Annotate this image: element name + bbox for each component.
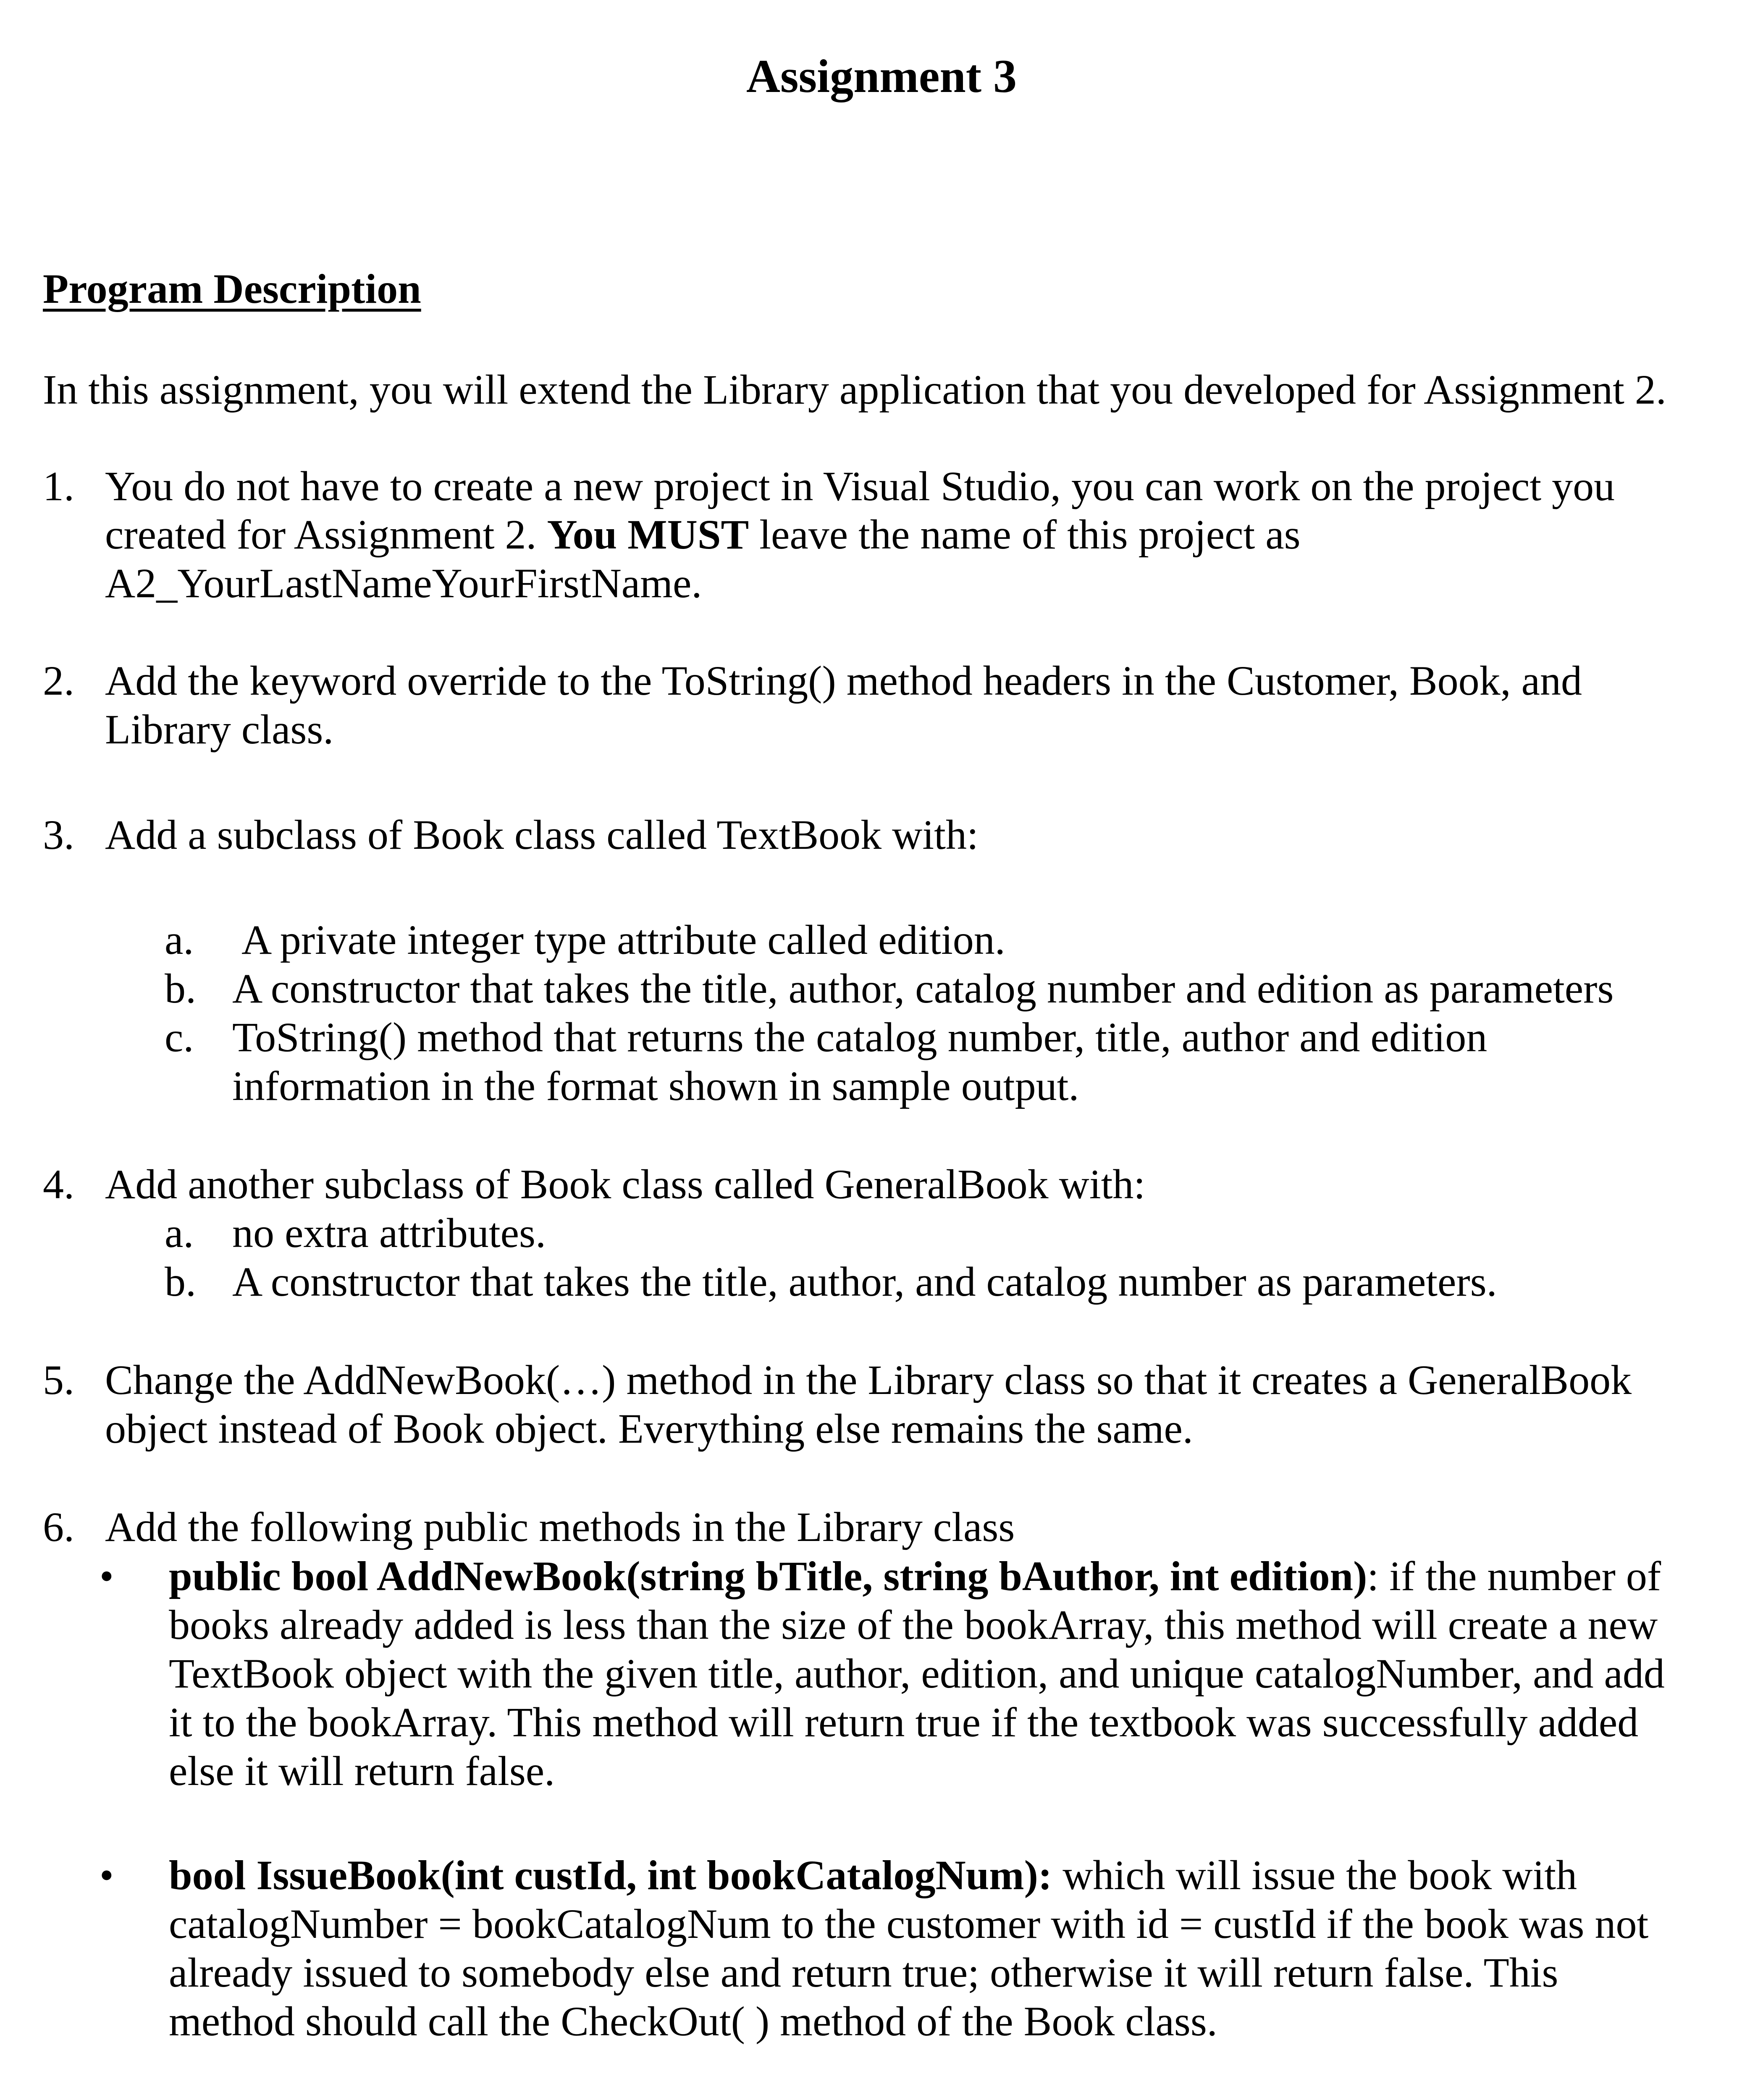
item-number: 6. xyxy=(43,1504,74,1550)
item-1-text: created for Assignment 2. xyxy=(105,511,547,558)
sub-item-4b: A constructor that takes the title, author, and catalog number as parameters. xyxy=(232,1258,1497,1305)
item-5-line-1: Change the AddNewBook(…) method in the Library class so that it creates a GeneralBook xyxy=(105,1357,1632,1403)
bullet-1-line-4: it to the bookArray. This method will return true if the textbook was successfully added xyxy=(169,1699,1639,1746)
sub-item-letter: b. xyxy=(165,965,196,1012)
method-signature: bool IssueBook(int custId, int bookCatalogNum): xyxy=(169,1852,1052,1898)
item-number: 5. xyxy=(43,1357,74,1403)
item-number: 3. xyxy=(43,811,74,858)
bullet-1-line-1 xyxy=(169,1552,1697,1601)
bullet-2-line-3: already issued to somebody else and return true; otherwise it will return false. This xyxy=(169,1949,1558,1996)
item-2-line-2: Library class. xyxy=(105,706,334,753)
sub-item-3a: A private integer type attribute called edition. xyxy=(241,916,1005,963)
item-2-line-1: Add the keyword override to the ToString() method headers in the Customer, Book, and xyxy=(105,657,1582,704)
method-signature: public bool AddNewBook(string bTitle, string bAuthor, int edition) xyxy=(169,1553,1367,1599)
item-1-line-2 xyxy=(105,510,1709,559)
item-1-text-rest: leave the name of this project as xyxy=(749,511,1301,558)
item-3-line-1: Add a subclass of Book class called TextBook with: xyxy=(105,811,979,858)
intro-paragraph: In this assignment, you will extend the Library application that you developed for Assignment 2. xyxy=(43,366,1666,413)
item-1-line-1: You do not have to create a new project in Visual Studio, you can work on the project you xyxy=(105,463,1615,509)
page-title: Assignment 3 xyxy=(746,50,1017,102)
item-number: 2. xyxy=(43,657,74,704)
bullet-icon: • xyxy=(100,1853,114,1898)
method-description: : if the number of xyxy=(1367,1553,1661,1599)
sub-item-letter: b. xyxy=(165,1258,196,1305)
sub-item-4a: no extra attributes. xyxy=(232,1210,546,1256)
sub-item-3b: A constructor that takes the title, author, catalog number and edition as parameters xyxy=(232,965,1614,1012)
item-number: 4. xyxy=(43,1161,74,1208)
bullet-1-line-2: books already added is less than the size of the bookArray, this method will create a new xyxy=(169,1601,1658,1648)
sub-item-letter: a. xyxy=(165,916,194,963)
bullet-2-line-1 xyxy=(169,1851,1697,1900)
item-4-line-1: Add another subclass of Book class called GeneralBook with: xyxy=(105,1161,1146,1208)
bullet-2-line-4: method should call the CheckOut( ) method of the Book class. xyxy=(169,1998,1217,2045)
sub-item-letter: a. xyxy=(165,1210,194,1256)
method-description: which will issue the book with xyxy=(1052,1852,1577,1898)
item-1-line-3: A2_YourLastNameYourFirstName. xyxy=(105,560,702,606)
sub-item-letter: c. xyxy=(165,1014,194,1060)
section-heading: Program Description xyxy=(43,265,421,312)
bullet-icon: • xyxy=(100,1554,114,1599)
item-6-line-1: Add the following public methods in the Library class xyxy=(105,1504,1015,1550)
bullet-1-line-5: else it will return false. xyxy=(169,1748,555,1794)
item-1-emphasis: You MUST xyxy=(547,511,749,558)
sub-item-3c-line-2: information in the format shown in sample output. xyxy=(232,1063,1079,1109)
item-number: 1. xyxy=(43,463,74,509)
item-5-line-2: object instead of Book object. Everything else remains the same. xyxy=(105,1405,1193,1452)
bullet-2-line-2: catalogNumber = bookCatalogNum to the customer with id = custId if the book was not xyxy=(169,1900,1649,1947)
bullet-1-line-3: TextBook object with the given title, author, edition, and unique catalogNumber, and add xyxy=(169,1650,1665,1697)
sub-item-3c-line-1: ToString() method that returns the catalog number, title, author and edition xyxy=(232,1014,1488,1060)
